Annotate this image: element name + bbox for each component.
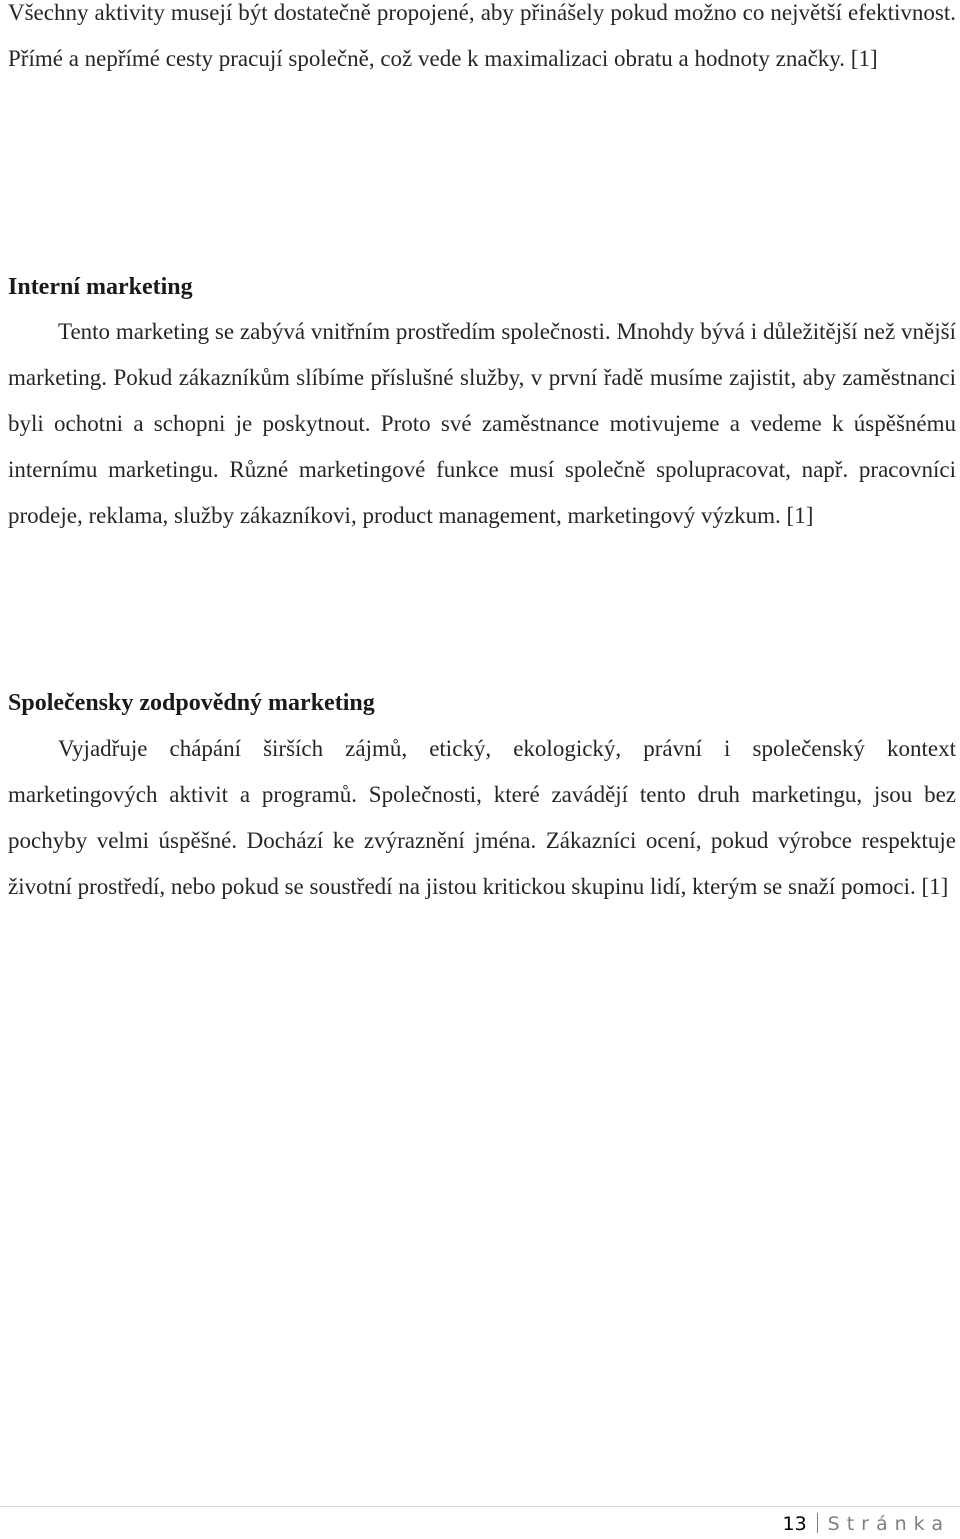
section-heading-internal-marketing: Interní marketing — [8, 274, 193, 300]
page-label: Stránka — [827, 1513, 950, 1535]
page-footer — [782, 1511, 950, 1537]
section-body-internal-marketing: Tento marketing se zabývá vnitřním prostředím společnosti. Mnohdy bývá i důležitější než vnější marketing. Pokud zákazníkům slíbíme příslušné služby, v první řadě musíme zajistit, aby zaměstnanci byli ochotni a schopni je poskytnout. Proto své zaměstnance motivujeme a vedeme k úspěšnému internímu marketingu. Různé marketingové funkce musí společně spolupracovat, např. pracovníci prodeje, reklama, služby zákazníkovi, product management, marketingový výzkum. [1] — [8, 319, 956, 528]
section-heading-social-marketing: Společensky zodpovědný marketing — [8, 690, 375, 716]
intro-paragraph: Všechny aktivity musejí být dostatečně propojené, aby přinášely pokud možno co největší efektivnost. Přímé a nepřímé cesty pracují společně, což vede k maximalizaci obratu a hodnoty značky. [1] — [8, 0, 956, 71]
section-body-social-marketing: Vyjadřuje chápání širších zájmů, etický, ekologický, právní i společenský kontext marketingových aktivit a programů. Společnosti, které zavádějí tento druh marketingu, jsou bez pochyby velmi úspěšné. Dochází ke zvýraznění jména. Zákazníci ocení, pokud výrobce respektuje životní prostředí, nebo pokud se soustředí na jistou kritickou skupinu lidí, kterým se snaží pomoci. [1] — [8, 736, 956, 899]
footer-separator — [817, 1513, 818, 1533]
footer-divider — [0, 1506, 960, 1507]
page-number: 13 — [782, 1513, 807, 1535]
